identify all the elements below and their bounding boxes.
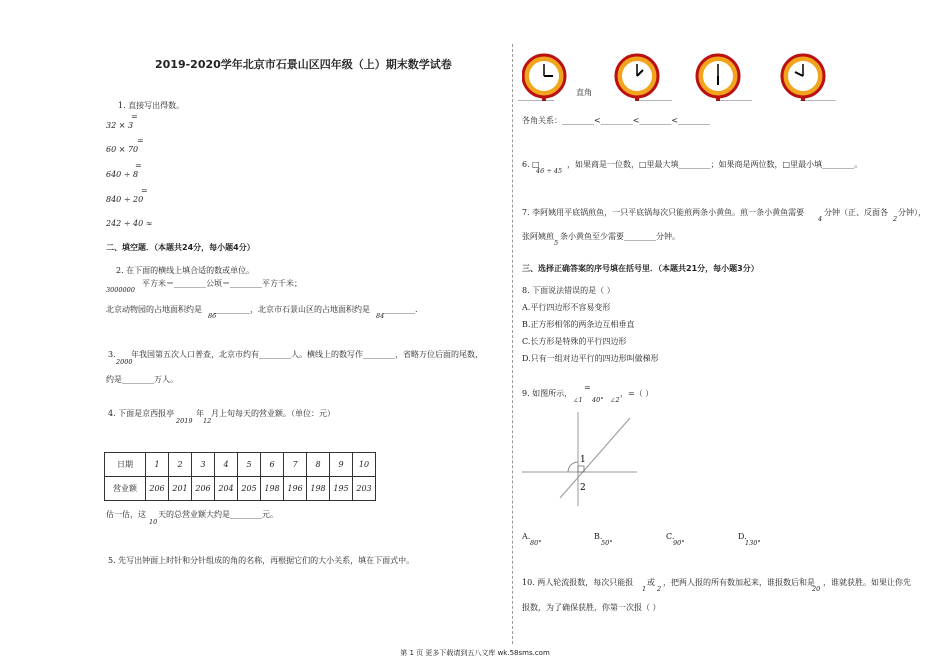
q2-line3b: _________，北京市石景山区的占地面积约是 xyxy=(214,305,370,314)
q10-b: ，把两人报的所有数加起来，谁报数后和是 xyxy=(663,578,815,587)
q2-number: 3000000 xyxy=(106,286,135,294)
q2-line3c: ________. xyxy=(383,305,418,314)
q9-40: 40° xyxy=(592,396,604,404)
q4-10: 10 xyxy=(149,518,158,526)
q1-item: 242 ÷ 40 ≈ xyxy=(106,219,153,228)
table-cell: 206 xyxy=(146,477,169,501)
table-header-date: 日期 xyxy=(105,453,146,477)
q8-option-d: D.只有一组对边平行的四边形叫做梯形 xyxy=(522,354,659,363)
q9-option-d: 130° xyxy=(745,539,761,547)
q3-text2: 约是________万人。 xyxy=(106,375,178,384)
q9-angle1: ∠1 xyxy=(573,396,583,404)
q3-2000: 2000 xyxy=(116,358,133,366)
q7-d: 张阿姨煎 xyxy=(522,232,554,241)
q7-b: 分钟（正、反面各 xyxy=(824,208,888,217)
table-cell: 2 xyxy=(169,453,192,477)
q7-e: 条小黄鱼至少需要________分钟。 xyxy=(560,232,680,241)
page-footer: 第 1 页 更多下载请到五八文库 wk.58sms.com xyxy=(400,649,550,657)
table-cell: 206 xyxy=(192,477,215,501)
q2-84: 84 xyxy=(376,312,385,320)
q9-option-b-label: B. xyxy=(594,532,603,541)
q6-expr: 46 ÷ 45 xyxy=(536,167,563,175)
table-cell: 205 xyxy=(238,477,261,501)
section-2-heading: 二、填空题．（本题共24分，每小题4分） xyxy=(106,243,255,252)
q9-a: 9. 如图所示， xyxy=(522,389,573,398)
q1-item: 32 × 3 xyxy=(106,121,134,130)
q1-item: 640 ÷ 8 xyxy=(106,170,139,179)
table-cell: 196 xyxy=(284,477,307,501)
q9-angle2: ∠2 xyxy=(610,396,620,404)
q4-suffix: 月上旬每天的营业额。（单位：元） xyxy=(211,409,335,418)
q5-text: 5. 先写出钟面上时针和分针组成的角的名称，再根据它们的大小关系，填在下面式中。 xyxy=(108,556,415,565)
table-cell: 4 xyxy=(215,453,238,477)
table-cell: 6 xyxy=(261,453,284,477)
q10-c: ，谁就获胜。如果让你先 xyxy=(823,578,911,587)
q10-a: 10. 两人轮流报数，每次只能报 xyxy=(522,578,634,587)
q7-4: 4 xyxy=(818,215,823,223)
q7-5: 5 xyxy=(554,239,559,247)
clock-blank: _________ xyxy=(636,92,672,101)
q7-2: 2 xyxy=(893,215,898,223)
q7-a: 7. 李阿姨用平底锅煎鱼，一只平底锅每次只能煎两条小黄鱼。煎一条小黄鱼需要 xyxy=(522,208,805,217)
column-divider xyxy=(512,44,513,644)
table-cell: 3 xyxy=(192,453,215,477)
fig-label-2: 2 xyxy=(580,483,586,493)
q4-prefix: 4. 下面是京西报亭 xyxy=(108,409,175,418)
clock-blank: _________ xyxy=(800,92,836,101)
q3-prefix: 3. xyxy=(108,350,116,359)
q10-or: 或 xyxy=(647,578,655,587)
q9-option-b: 50° xyxy=(601,539,613,547)
clock-row xyxy=(522,50,842,102)
table-cell: 1 xyxy=(146,453,169,477)
angle-figure xyxy=(522,410,642,510)
q8-stem: 8. 下面说法错误的是（ ） xyxy=(522,286,615,295)
q2-line2: 平方米＝________公顷＝________平方千米； xyxy=(142,279,302,288)
q4-estimate-a: 估一估，这 xyxy=(106,510,146,519)
fig-label-1: 1 xyxy=(580,455,586,465)
q9-option-c: 90° xyxy=(673,539,685,547)
q10-1: 1 xyxy=(642,585,647,593)
table-cell: 8 xyxy=(307,453,330,477)
table-cell: 195 xyxy=(330,477,353,501)
q9-b: ，=（ ） xyxy=(620,389,654,398)
q1-eq: = xyxy=(137,136,144,145)
table-cell: 204 xyxy=(215,477,238,501)
q6-text: ，如果商是一位数，□里最大填________；如果商是两位数，□里最小填________。 xyxy=(567,160,863,169)
clock-blank: _________ xyxy=(518,92,554,101)
q9-option-a: 80° xyxy=(530,539,542,547)
q4-2019: 2019 xyxy=(176,417,193,425)
q10-20: 20 xyxy=(812,585,821,593)
table-row xyxy=(105,477,376,501)
q1-heading: 1. 直接写出得数。 xyxy=(118,101,185,110)
clock-label: 直角 xyxy=(576,88,592,97)
q1-item: 60 × 70 xyxy=(106,145,139,154)
table-header-revenue: 营业额 xyxy=(105,477,146,501)
clock-blank: _________ xyxy=(716,92,752,101)
q9-option-d-label: D. xyxy=(738,532,747,541)
q8-option-c: C.长方形是特殊的平行四边形 xyxy=(522,337,627,346)
q1-eq: = xyxy=(131,112,138,121)
q6-box: □ xyxy=(532,160,540,169)
section-3-heading: 三、选择正确答案的序号填在括号里．（本题共21分，每小题3分） xyxy=(522,264,759,273)
q1-eq: = xyxy=(135,161,142,170)
table-row xyxy=(105,453,376,477)
table-cell: 7 xyxy=(284,453,307,477)
q6-prefix: 6. xyxy=(522,160,530,169)
revenue-table xyxy=(104,452,376,501)
q4-mid: 年 xyxy=(196,409,204,418)
q9-option-a-label: A. xyxy=(522,532,531,541)
table-cell: 198 xyxy=(261,477,284,501)
table-cell: 9 xyxy=(330,453,353,477)
q3-text1: 年我国第五次人口普查，北京市约有________人。横线上的数写作________，省略万位后面的尾数， xyxy=(131,350,483,359)
q1-item: 840 ÷ 20 xyxy=(106,195,144,204)
q8-option-b: B.正方形相邻的两条边互相垂直 xyxy=(522,320,635,329)
q10-d: 报数，为了确保获胜，你第一次报（ ） xyxy=(522,603,661,612)
table-cell: 203 xyxy=(353,477,376,501)
q7-c: 分钟）， xyxy=(898,208,926,217)
q2-86: 86 xyxy=(208,312,217,320)
q1-eq: = xyxy=(141,186,148,195)
q9-option-c-label: C. xyxy=(666,532,675,541)
table-cell: 10 xyxy=(353,453,376,477)
q4-estimate-b: 天的总营业额大约是________元。 xyxy=(158,510,278,519)
q8-option-a: A.平行四边形不容易变形 xyxy=(522,303,611,312)
q9-eq: = xyxy=(584,383,591,392)
angle-relation: 各角关系：________<________<________<________ xyxy=(522,116,711,125)
table-cell: 5 xyxy=(238,453,261,477)
table-cell: 201 xyxy=(169,477,192,501)
q2-line3a: 北京动物园的占地面积约是 xyxy=(106,305,202,314)
table-cell: 198 xyxy=(307,477,330,501)
q10-2: 2 xyxy=(657,585,662,593)
q2-line1: 2. 在下面的横线上填合适的数或单位。 xyxy=(116,266,255,275)
q4-12: 12 xyxy=(203,417,212,425)
page-title: 2019-2020学年北京市石景山区四年级（上）期末数学试卷 xyxy=(155,58,452,71)
